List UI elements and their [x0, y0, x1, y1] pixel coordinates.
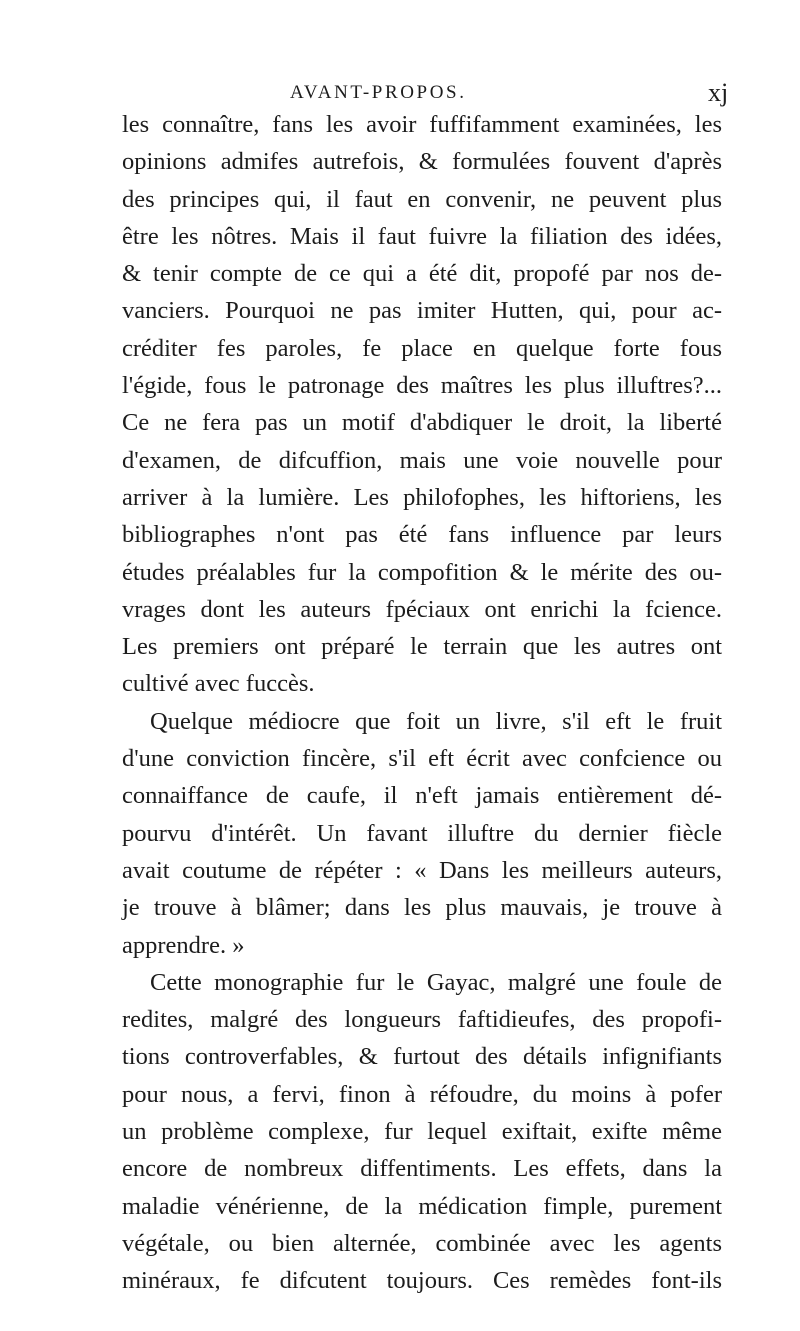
text-line: végétale, ou bien alternée, combinée avec les agents [122, 1229, 722, 1257]
text-line: redites, malgré des longueurs faftidieufes, des propofi- [122, 1006, 722, 1034]
text-line: minéraux, fe difcutent toujours. Ces remèdes font-ils [122, 1267, 722, 1295]
text-line: connaiffance de caufe, il n'eft jamais entièrement dé- [122, 782, 722, 810]
text-line: arriver à la lumière. Les philofophes, les hiftoriens, les [122, 483, 722, 511]
text-line: Quelque médiocre que foit un livre, s'il eft le fruit [150, 707, 722, 735]
running-title: AVANT-PROPOS. [290, 82, 467, 103]
text-line: bibliographes n'ont pas été fans influence par leurs [122, 521, 722, 549]
text-line: études préalables fur la compofition & le mérite des ou- [122, 558, 722, 586]
text-line: un problème complexe, fur lequel exiftait, exifte même [122, 1118, 722, 1146]
text-line: l'égide, fous le patronage des maîtres les plus illuftres?... [122, 372, 722, 400]
text-line: pourvu d'intérêt. Un favant illuftre du dernier fiècle [122, 819, 722, 847]
text-line: je trouve à blâmer; dans les plus mauvais, je trouve à [122, 894, 722, 922]
text-line: opinions admifes autrefois, & formulées fouvent d'après [122, 148, 722, 176]
text-line: & tenir compte de ce qui a été dit, propofé par nos de- [122, 260, 722, 288]
text-line: les connaître, fans les avoir fuffifamment examinées, les [122, 111, 722, 138]
running-head [0, 78, 800, 108]
text-line: d'une conviction fincère, s'il eft écrit avec confcience ou [122, 745, 722, 773]
body-text [122, 106, 722, 1300]
text-line: vrages dont les auteurs fpéciaux ont enrichi la fcience. [122, 595, 722, 623]
text-line: Les premiers ont préparé le terrain que les autres ont [122, 633, 722, 661]
text-line: vanciers. Pourquoi ne pas imiter Hutten, qui, pour ac- [122, 297, 722, 325]
text-line: Ce ne fera pas un motif d'abdiquer le droit, la liberté [122, 409, 722, 437]
text-line: apprendre. » [122, 931, 245, 959]
text-line: créditer fes paroles, fe place en quelque forte fous [122, 334, 722, 362]
page-number: xj [708, 78, 729, 107]
text-line: encore de nombreux diffentiments. Les effets, dans la [122, 1155, 722, 1183]
text-line: tions controverfables, & furtout des détails infignifiants [122, 1043, 722, 1071]
text-line: Cette monographie fur le Gayac, malgré une foule de [150, 968, 722, 996]
text-line: avait coutume de répéter : « Dans les meilleurs auteurs, [122, 856, 722, 884]
text-line: pour nous, a fervi, finon à réfoudre, du moins à pofer [122, 1080, 722, 1108]
text-line: des principes qui, il faut en convenir, ne peuvent plus [122, 185, 722, 213]
text-line: maladie vénérienne, de la médication fimple, purement [122, 1192, 722, 1220]
text-line: d'examen, de difcuffion, mais une voie nouvelle pour [122, 446, 722, 474]
text-line: cultivé avec fuccès. [122, 670, 315, 698]
text-line: être les nôtres. Mais il faut fuivre la filiation des idées, [122, 222, 722, 250]
